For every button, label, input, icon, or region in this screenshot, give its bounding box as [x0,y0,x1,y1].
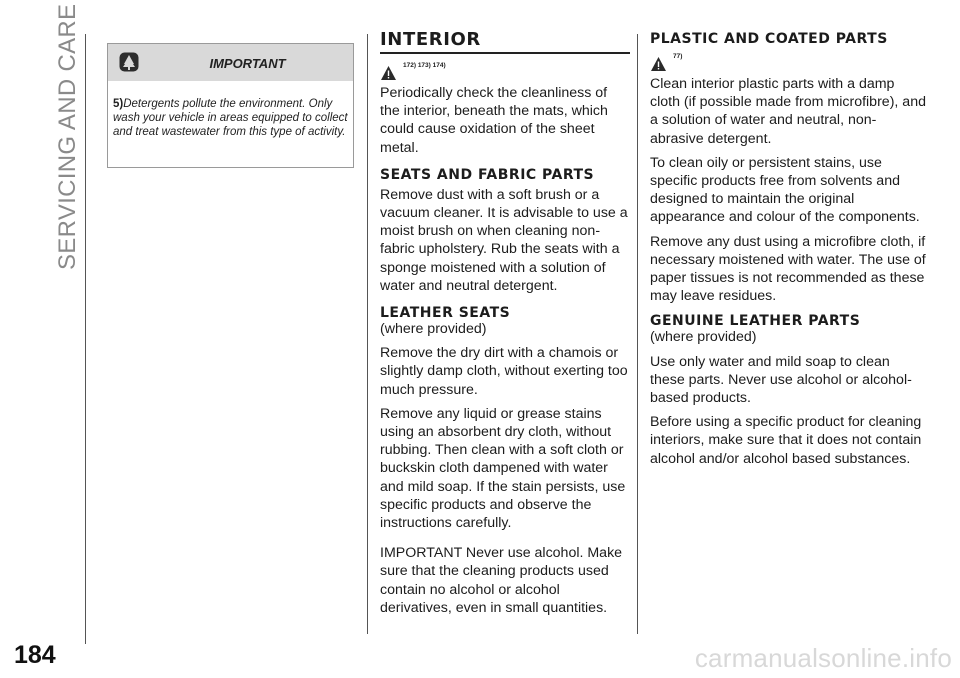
right-column [650,33,928,474]
column-divider-2 [637,34,638,634]
important-note [108,81,353,139]
leather-seats-heading: LEATHER SEATS [380,305,511,322]
leather-seats-paragraph-2: Remove any liquid or grease stains using an absorbent dry cloth, without rubbing. Then clean with a soft cloth or buckskin cloth dampened with water and mild soap. If the stain persists, use specific products and observe the instructions carefully. [380,405,626,532]
important-header [108,44,353,81]
plastic-paragraph-2: To clean oily or persistent stains, use specific products free from solvents and designed to maintain the original appearance and colour of the components. [650,154,920,226]
leather-seats-paragraph-3: IMPORTANT Never use alcohol. Make sure that the cleaning products used contain no alcohol or alcohol derivatives, even in small quantities. [380,545,623,616]
interior-warning-refs [380,59,630,81]
interior-ref-numbers: 172) 173) 174) [403,61,446,69]
important-title: IMPORTANT [209,56,286,71]
plastic-warning-refs [650,50,928,72]
genuine-leather-paragraph-2: Before using a specific product for cleaning interiors, make sure that it does not contain alcohol and/or alcohol based substances. [650,414,922,467]
sidebar-divider [85,34,86,644]
plastic-heading: PLASTIC AND COATED PARTS [650,31,888,47]
note-text: Detergents pollute the environment. Only wash your vehicle in areas equipped to collect and treat wastewater from this type of activity. [113,98,348,138]
page-number: 184 [14,641,56,669]
warning-icon [650,56,667,72]
seats-text: Remove dust with a soft brush or a vacuum cleaner. It is advisable to use a moist brush on when cleaning non-fabric upholstery. Rub the seats with a sponge moistened with a solution of water and neutral detergent. [380,186,628,294]
warning-icon [380,65,397,81]
genuine-leather-heading: GENUINE LEATHER PARTS [650,313,861,330]
plastic-paragraph-1: Clean interior plastic parts with a damp cloth (if possible made from microfibre), and a solution of water and neutral, non-abrasive detergent. [650,76,926,147]
genuine-leather-paragraph-1: Use only water and mild soap to clean these parts. Never use alcohol or alcohol-based products. [650,353,912,407]
environment-tree-icon [119,52,139,72]
seats-heading: SEATS AND FABRIC PARTS [380,166,595,183]
plastic-paragraph-3: Remove any dust using a microfibre cloth, if necessary moistened with water. The use of paper tissues is not recommended as these may leave residues. [650,233,926,305]
leather-seats-paragraph-1: Remove the dry dirt with a chamois or slightly damp cloth, without exerting too much pressure. [380,345,628,398]
plastic-ref-numbers: 77) [673,52,683,60]
interior-heading: INTERIOR [380,30,630,54]
genuine-leather-subtitle: (where provided) [650,329,757,346]
important-box [107,43,354,168]
watermark: carmanualsonline.info [694,643,952,673]
leather-seats-subtitle: (where provided) [380,321,487,338]
interior-text: Periodically check the cleanliness of the interior, beneath the mats, which could cause oxidation of the sheet metal. [380,85,608,156]
middle-column [380,30,630,623]
note-number: 5) [113,98,124,110]
section-title: SERVICING AND CARE [54,3,81,270]
column-divider-1 [367,34,368,634]
